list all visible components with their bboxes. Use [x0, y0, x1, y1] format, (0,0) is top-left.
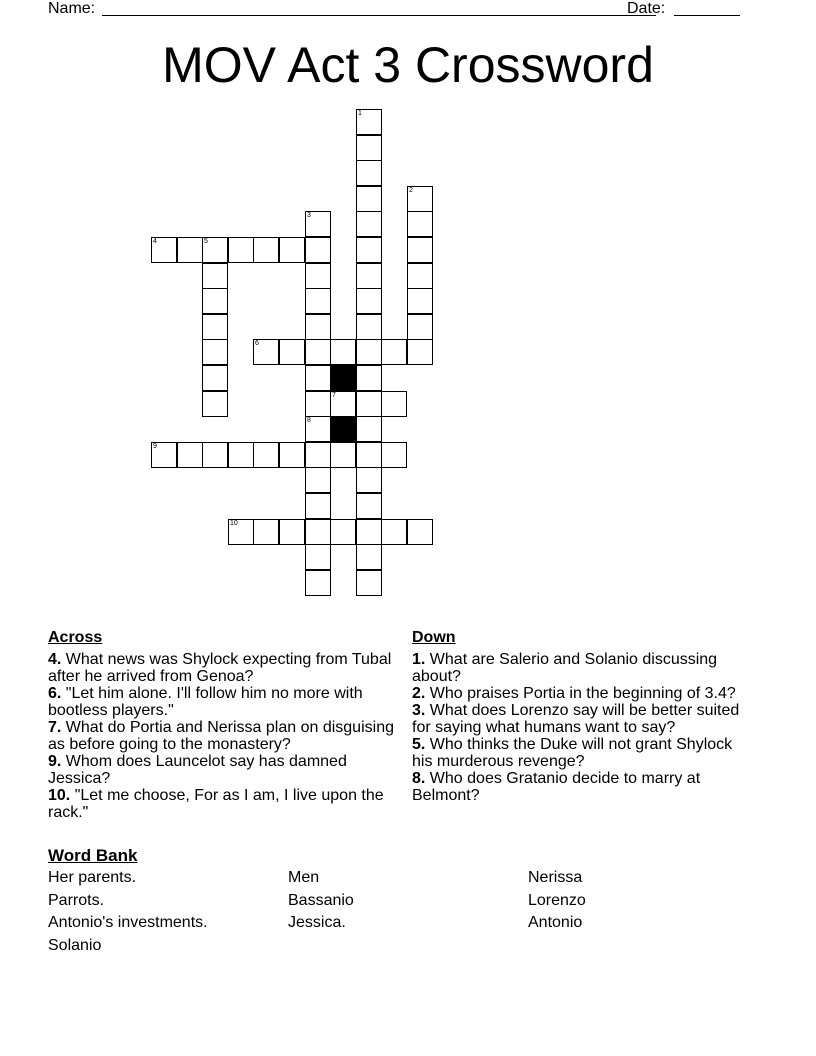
- word-bank-item: Jessica.: [288, 914, 346, 931]
- grid-cell[interactable]: [356, 519, 382, 545]
- clue-number: 2: [409, 187, 413, 194]
- clue-number-label: 3.: [412, 702, 426, 719]
- grid-cell[interactable]: [356, 211, 382, 237]
- word-bank-item: Her parents.: [48, 869, 137, 886]
- grid-cell[interactable]: [305, 493, 331, 519]
- grid-cell[interactable]: [407, 186, 433, 212]
- down-clue: [412, 702, 752, 736]
- grid-cell[interactable]: [356, 135, 382, 161]
- grid-cell[interactable]: [407, 314, 433, 340]
- grid-cell[interactable]: [253, 519, 279, 545]
- clue-text: What are Salerio and Solanio discussing about?: [412, 651, 718, 685]
- down-clue: [412, 770, 752, 804]
- grid-cell[interactable]: [279, 339, 305, 365]
- grid-cell[interactable]: [330, 391, 356, 417]
- across-clue: [48, 719, 398, 753]
- grid-cell[interactable]: [253, 442, 279, 468]
- grid-cell[interactable]: [202, 288, 228, 314]
- grid-cell[interactable]: [330, 519, 356, 545]
- grid-cell[interactable]: [305, 570, 331, 596]
- grid-cell[interactable]: [356, 391, 382, 417]
- name-label: Name:: [48, 0, 96, 17]
- grid-cell[interactable]: [177, 442, 203, 468]
- grid-cell[interactable]: [305, 211, 331, 237]
- grid-cell[interactable]: [305, 365, 331, 391]
- clue-number: 3: [307, 212, 311, 219]
- across-clue-list: [48, 651, 398, 821]
- clue-text: Who does Gratanio decide to marry at Belmont?: [412, 770, 701, 804]
- grid-cell[interactable]: [356, 442, 382, 468]
- grid-cell[interactable]: [330, 442, 356, 468]
- clue-text: Who praises Portia in the beginning of 3.4?: [429, 685, 736, 702]
- grid-cell[interactable]: [305, 391, 331, 417]
- grid-cell[interactable]: [228, 237, 254, 263]
- grid-cell[interactable]: [381, 339, 407, 365]
- grid-cell[interactable]: [305, 288, 331, 314]
- grid-cell[interactable]: [305, 416, 331, 442]
- grid-cell[interactable]: [356, 544, 382, 570]
- across-clue: [48, 685, 398, 719]
- grid-cell[interactable]: [356, 288, 382, 314]
- grid-cell[interactable]: [407, 339, 433, 365]
- grid-cell[interactable]: [305, 237, 331, 263]
- down-clue-list: [412, 651, 752, 804]
- across-heading: Across: [48, 629, 103, 646]
- word-bank-item: Parrots.: [48, 892, 105, 909]
- grid-cell[interactable]: [305, 339, 331, 365]
- name-field-line[interactable]: [102, 15, 656, 16]
- grid-cell[interactable]: [330, 339, 356, 365]
- grid-cell[interactable]: [381, 391, 407, 417]
- clue-text: What does Lorenzo say will be better suited for saying what humans want to say?: [412, 702, 740, 736]
- clue-number-label: 2.: [412, 685, 426, 702]
- grid-cell[interactable]: [356, 160, 382, 186]
- grid-cell[interactable]: [202, 391, 228, 417]
- clue-number: 5: [204, 238, 208, 245]
- date-label: Date:: [627, 0, 666, 17]
- clue-number-label: 5.: [412, 736, 426, 753]
- grid-cell[interactable]: [356, 339, 382, 365]
- clue-text: "Let him alone. I'll follow him no more with bootless players.": [48, 685, 363, 719]
- shaded-cell: [330, 365, 356, 391]
- shaded-cell: [330, 416, 356, 442]
- grid-cell[interactable]: [356, 416, 382, 442]
- clue-number-label: 8.: [412, 770, 426, 787]
- clue-number-label: 9.: [48, 753, 62, 770]
- grid-cell[interactable]: [279, 237, 305, 263]
- grid-cell[interactable]: [151, 237, 177, 263]
- grid-cell[interactable]: [356, 493, 382, 519]
- grid-cell[interactable]: [202, 339, 228, 365]
- down-clues: [412, 629, 752, 804]
- across-clue: [48, 753, 398, 787]
- grid-cell[interactable]: [356, 263, 382, 289]
- grid-cell[interactable]: [177, 237, 203, 263]
- word-bank-item: Lorenzo: [528, 892, 586, 909]
- down-clue: [412, 736, 752, 770]
- clue-number: 6: [255, 340, 259, 347]
- grid-cell[interactable]: [228, 519, 254, 545]
- clue-number: 8: [307, 417, 311, 424]
- grid-cell[interactable]: [202, 263, 228, 289]
- clue-text: What do Portia and Nerissa plan on disguising as before going to the monastery?: [48, 719, 394, 753]
- clue-number: 10: [230, 520, 238, 527]
- down-clue: [412, 651, 752, 685]
- grid-cell[interactable]: [356, 237, 382, 263]
- grid-cell[interactable]: [305, 442, 331, 468]
- word-bank-item: Solanio: [48, 937, 102, 954]
- grid-cell[interactable]: [202, 314, 228, 340]
- grid-cell[interactable]: [279, 442, 305, 468]
- down-clue: [412, 685, 752, 702]
- clue-number: 4: [153, 238, 157, 245]
- grid-cell[interactable]: [407, 211, 433, 237]
- page-title: MOV Act 3 Crossword: [162, 37, 654, 93]
- grid-cell[interactable]: [305, 519, 331, 545]
- grid-cell[interactable]: [407, 237, 433, 263]
- grid-cell[interactable]: [253, 339, 279, 365]
- grid-cell[interactable]: [407, 263, 433, 289]
- grid-cell[interactable]: [228, 442, 254, 468]
- clue-number-label: 1.: [412, 651, 426, 668]
- clue-number-label: 6.: [48, 685, 62, 702]
- clue-text: What news was Shylock expecting from Tubal after he arrived from Genoa?: [48, 651, 392, 685]
- grid-cell[interactable]: [202, 365, 228, 391]
- grid-cell[interactable]: [356, 365, 382, 391]
- grid-cell[interactable]: [253, 237, 279, 263]
- down-heading: Down: [412, 629, 456, 646]
- across-clue: [48, 787, 398, 821]
- grid-cell[interactable]: [305, 544, 331, 570]
- grid-cell[interactable]: [381, 442, 407, 468]
- grid-cell[interactable]: [305, 467, 331, 493]
- grid-cell[interactable]: [305, 314, 331, 340]
- grid-cell[interactable]: [356, 186, 382, 212]
- word-bank-title: Word Bank: [48, 846, 138, 865]
- word-bank-item: Men: [288, 869, 320, 886]
- clue-number-label: 4.: [48, 651, 62, 668]
- clue-number-label: 10.: [48, 787, 71, 804]
- grid-cell[interactable]: [381, 519, 407, 545]
- grid-cell[interactable]: [202, 237, 228, 263]
- clue-number: 7: [332, 392, 336, 399]
- grid-cell[interactable]: [356, 109, 382, 135]
- grid-cell[interactable]: [407, 288, 433, 314]
- grid-cell[interactable]: [151, 442, 177, 468]
- word-bank-item: Antonio: [528, 914, 583, 931]
- clue-number: 1: [358, 110, 362, 117]
- grid-cell[interactable]: [202, 442, 228, 468]
- clue-text: Whom does Launcelot say has damned Jessica?: [48, 753, 347, 787]
- across-clue: [48, 651, 398, 685]
- clue-number: 9: [153, 443, 157, 450]
- across-clues: [48, 629, 398, 821]
- grid-cell[interactable]: [356, 314, 382, 340]
- clue-number-label: 7.: [48, 719, 62, 736]
- date-field-line[interactable]: [674, 15, 740, 16]
- word-bank-item: Nerissa: [528, 869, 583, 886]
- grid-cell[interactable]: [407, 519, 433, 545]
- grid-cell[interactable]: [356, 467, 382, 493]
- clue-text: Who thinks the Duke will not grant Shylock his murderous revenge?: [412, 736, 733, 770]
- header: [48, 0, 740, 20]
- grid-cell[interactable]: [279, 519, 305, 545]
- grid-cell[interactable]: [305, 263, 331, 289]
- word-bank-item: Bassanio: [288, 892, 354, 909]
- clue-text: "Let me choose, For as I am, I live upon the rack.": [48, 787, 384, 821]
- grid-cell[interactable]: [356, 570, 382, 596]
- word-bank-item: Antonio's investments.: [48, 914, 208, 931]
